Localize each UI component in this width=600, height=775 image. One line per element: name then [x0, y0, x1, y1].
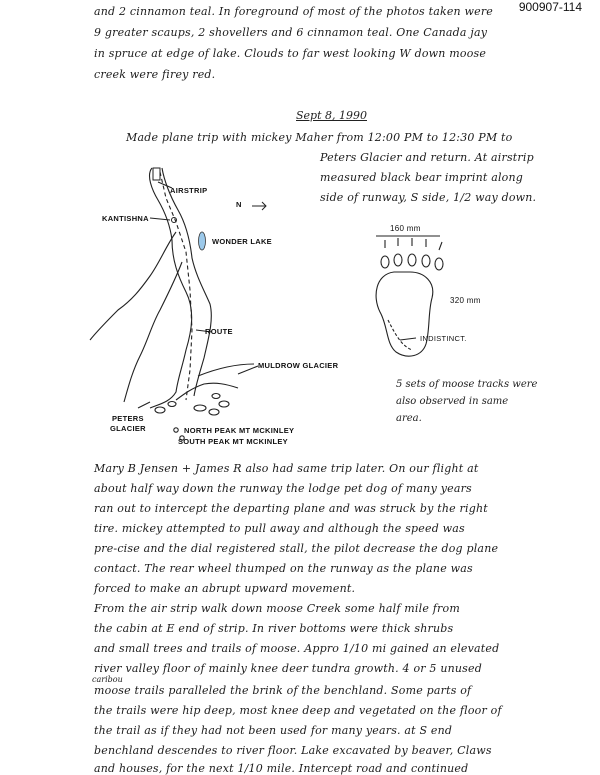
- muldrow-glacier-edge: [198, 364, 254, 376]
- trip-line: Made plane trip with mickey Maher from 12:00 PM to 12:30 PM to: [126, 131, 513, 144]
- ice-patch: [212, 394, 220, 399]
- body-line: moose trails paralleled the brink of the benchland. Some parts of: [94, 684, 472, 697]
- glacier-edge: [176, 383, 238, 400]
- ice-patch: [168, 402, 176, 407]
- intro-line: 9 greater scaups, 2 shovellers and 6 cinnamon teal. One Canada jay: [94, 26, 488, 39]
- peters-pointer: [138, 402, 150, 408]
- peters-glacier-label-2: GLACIER: [110, 424, 146, 433]
- body-line: the cabin at E end of strip. In river bottoms were thick shrubs: [94, 622, 454, 635]
- body-line: From the air strip walk down moose Creek some half mile from: [94, 602, 460, 615]
- airstrip-marker: [153, 168, 160, 180]
- toe-print: [408, 254, 416, 266]
- body-line: the trail as if they had not been used for many years. at S end: [94, 724, 453, 737]
- body-line: Mary B Jensen + James R also had same trip later. On our flight at: [94, 462, 479, 475]
- date-heading: Sept 8, 1990: [296, 109, 367, 122]
- ice-patch: [155, 407, 165, 413]
- muldrow-pointer: [238, 366, 258, 374]
- trip-line: measured black bear imprint along: [320, 171, 524, 184]
- moose-note-line: also observed in same: [396, 396, 509, 407]
- body-line: pre-cise and the dial registered stall, the pilot decrease the dog plane: [94, 542, 499, 555]
- north-arrow: [252, 202, 266, 210]
- body-line: river valley floor of mainly knee deer tundra growth. 4 or 5 unused: [94, 662, 482, 675]
- paw-pad-outline: [376, 272, 433, 356]
- moose-note-line: area.: [396, 413, 422, 424]
- valley-fork: [90, 232, 176, 340]
- margin-note: caribou: [92, 675, 123, 684]
- north-label: N: [236, 200, 242, 209]
- river-outline: [162, 168, 211, 396]
- intro-line: and 2 cinnamon teal. In foreground of most of the photos taken were: [94, 5, 494, 18]
- toe-print: [435, 258, 443, 270]
- ice-patch: [219, 401, 229, 407]
- ice-patch: [209, 409, 219, 415]
- body-line: and houses, for the next 1/10 mile. Intercept road and continued: [94, 762, 469, 775]
- body-line: about half way down the runway the lodge pet dog of many years: [94, 482, 472, 495]
- body-line: tire. mickey attempted to pull away and although the speed was: [94, 522, 465, 535]
- track-length-label: 320 mm: [450, 296, 481, 305]
- page-id: 900907-114: [518, 0, 582, 14]
- toe-print: [422, 255, 430, 267]
- wonder-lake-shape: [199, 232, 206, 250]
- body-line: forced to make an abrupt upward movement.: [94, 582, 356, 595]
- toe-print: [381, 256, 389, 268]
- body-line: ran out to intercept the departing plane and was struck by the right: [94, 502, 488, 515]
- toe-print: [394, 254, 402, 266]
- indistinct-pointer: [400, 338, 416, 340]
- track-width-label: 160 mm: [390, 224, 421, 233]
- intro-line: creek were firey red.: [94, 68, 216, 81]
- ice-patch: [194, 405, 206, 411]
- airstrip-label: AIRSTRIP: [170, 186, 208, 195]
- body-line: benchland descendes to river floor. Lake excavated by beaver, Claws: [94, 744, 492, 757]
- claw-mark: [439, 242, 442, 250]
- body-line: contact. The rear wheel thumped on the runway as the plane was: [94, 562, 473, 575]
- trip-line: side of runway, S side, 1/2 way down.: [320, 191, 537, 204]
- indistinct-heel-line: [388, 320, 412, 350]
- north-peak-marker: [174, 428, 178, 432]
- wonder-lake-label: WONDER LAKE: [212, 237, 272, 246]
- intro-line: in spruce at edge of lake. Clouds to far west looking W down moose: [94, 47, 487, 60]
- peters-glacier-label-1: PETERS: [112, 414, 144, 423]
- valley-fork: [124, 262, 182, 402]
- north-peak-label: NORTH PEAK MT MCKINLEY: [184, 426, 295, 435]
- trip-line: Peters Glacier and return. At airstrip: [320, 151, 534, 164]
- moose-note-line: 5 sets of moose tracks were: [396, 379, 538, 390]
- muldrow-glacier-label: MULDROW GLACIER: [258, 361, 339, 370]
- kantishna-label: KANTISHNA: [102, 214, 149, 223]
- route-label: ROUTE: [205, 327, 233, 336]
- indistinct-label: INDISTINCT.: [420, 334, 467, 343]
- body-line: and small trees and trails of moose. Appro 1/10 mi gained an elevated: [94, 642, 500, 655]
- body-line: the trails were hip deep, most knee deep and vegetated on the floor of: [94, 704, 502, 717]
- south-peak-label: SOUTH PEAK MT MCKINLEY: [178, 437, 288, 446]
